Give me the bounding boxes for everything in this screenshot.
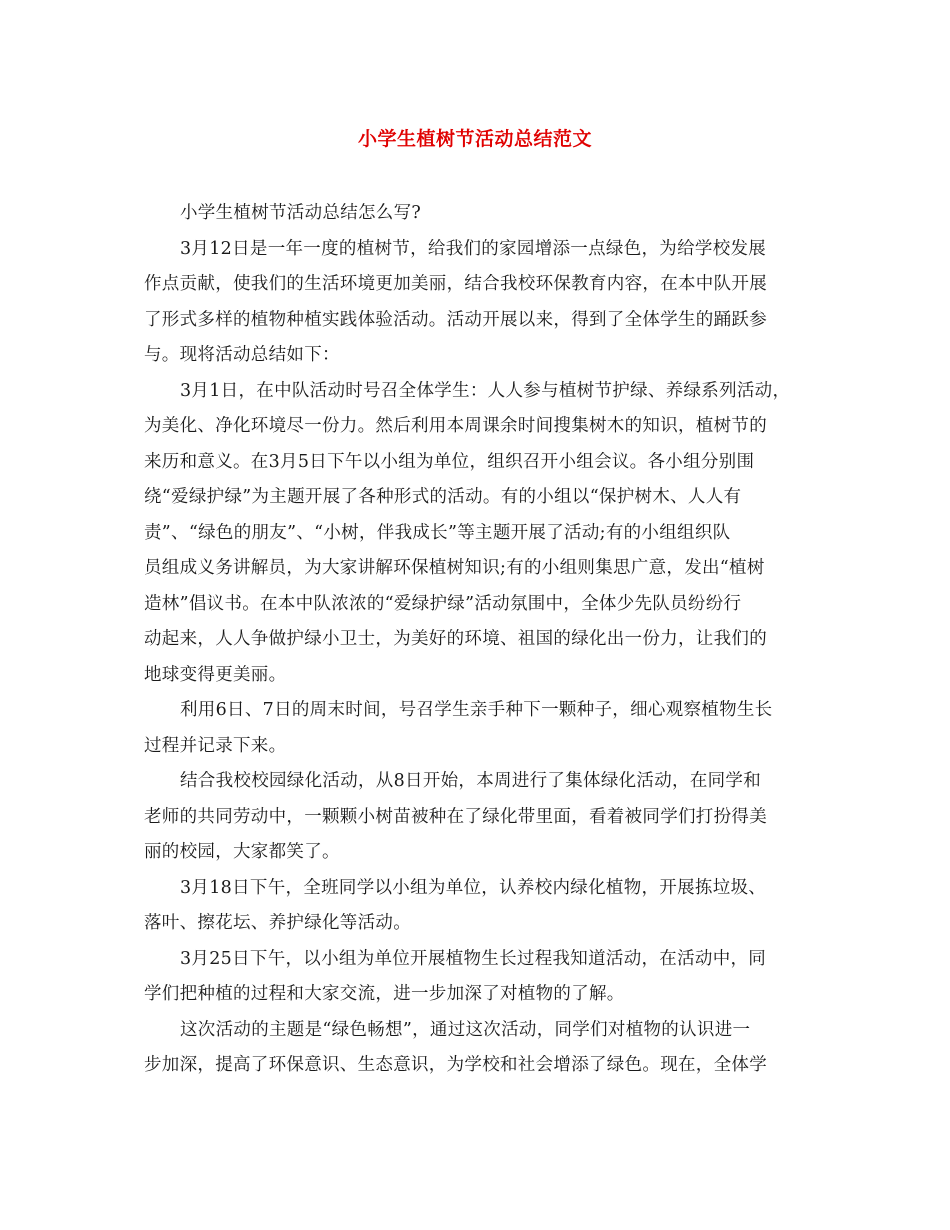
text-line: 这次活动的主题是“绿色畅想”，通过这次活动，同学们对植物的认识进一 bbox=[180, 1019, 751, 1040]
text-line: 3月12日是一年一度的植树节，给我们的家园增添一点绿色，为给学校发展 bbox=[180, 238, 767, 259]
text-line: 3月1日，在中队活动时号召全体学生：人人参与植树节护绿、养绿系列活动， bbox=[180, 380, 791, 401]
text-line: 老师的共同劳动中，一颗颗小树苗被种在了绿化带里面，看着被同学们打扮得美 bbox=[144, 806, 767, 827]
text-line: 责”、“绿色的朋友”、“小树，伴我成长”等主题开展了活动;有的小组组织队 bbox=[144, 522, 731, 543]
document-title: 小学生植树节活动总结范文 bbox=[357, 128, 592, 150]
text-line: 了形式多样的植物种植实践体验活动。活动开展以来，得到了全体学生的踊跃参 bbox=[144, 309, 767, 330]
text-line: 小学生植树节活动总结怎么写? bbox=[180, 203, 422, 223]
text-line: 造林”倡议书。在本中队浓浓的“爱绿护绿”活动氛围中，全体少先队员纷纷行 bbox=[144, 593, 742, 614]
text-line: 丽的校园，大家都笑了。 bbox=[144, 842, 340, 862]
text-line: 员组成义务讲解员，为大家讲解环保植树知识;有的小组则集思广意，发出“植树 bbox=[144, 558, 765, 578]
text-line: 来历和意义。在3月5日下午以小组为单位，组织召开小组会议。各小组分别围 bbox=[144, 451, 755, 472]
text-line: 为美化、净化环境尽一份力。然后利用本周课余时间搜集树木的知识，植树节的 bbox=[144, 416, 767, 436]
text-line: 3月25日下午，以小组为单位开展植物生长过程我知道活动，在活动中，同 bbox=[180, 948, 767, 969]
text-line: 与。现将活动总结如下： bbox=[144, 345, 340, 365]
text-line: 结合我校校园绿化活动，从8日开始，本周进行了集体绿化活动，在同学和 bbox=[180, 771, 762, 791]
text-line: 作点贡献，使我们的生活环境更加美丽，结合我校环保教育内容，在本中队开展 bbox=[144, 274, 767, 294]
text-line: 学们把种植的过程和大家交流，进一步加深了对植物的了解。 bbox=[144, 984, 625, 1004]
text-line: 落叶、擦花坛、养护绿化等活动。 bbox=[144, 913, 411, 933]
document-body bbox=[144, 196, 809, 1084]
text-line: 地球变得更美丽。 bbox=[144, 664, 287, 685]
text-line: 利用6日、7日的周末时间，号召学生亲手种下一颗种子，细心观察植物生长 bbox=[180, 700, 773, 720]
text-line: 过程并记录下来。 bbox=[144, 735, 287, 756]
text-line: 绕“爱绿护绿”为主题开展了各种形式的活动。有的小组以“保护树木、人人有 bbox=[144, 487, 742, 507]
text-line: 步加深，提高了环保意识、生态意识，为学校和社会增添了绿色。现在，全体学 bbox=[144, 1055, 767, 1075]
text-line: 动起来，人人争做护绿小卫士，为美好的环境、祖国的绿化出一份力，让我们的 bbox=[144, 629, 767, 649]
text-line: 3月18日下午，全班同学以小组为单位，认养校内绿化植物，开展拣垃圾、 bbox=[180, 877, 767, 898]
